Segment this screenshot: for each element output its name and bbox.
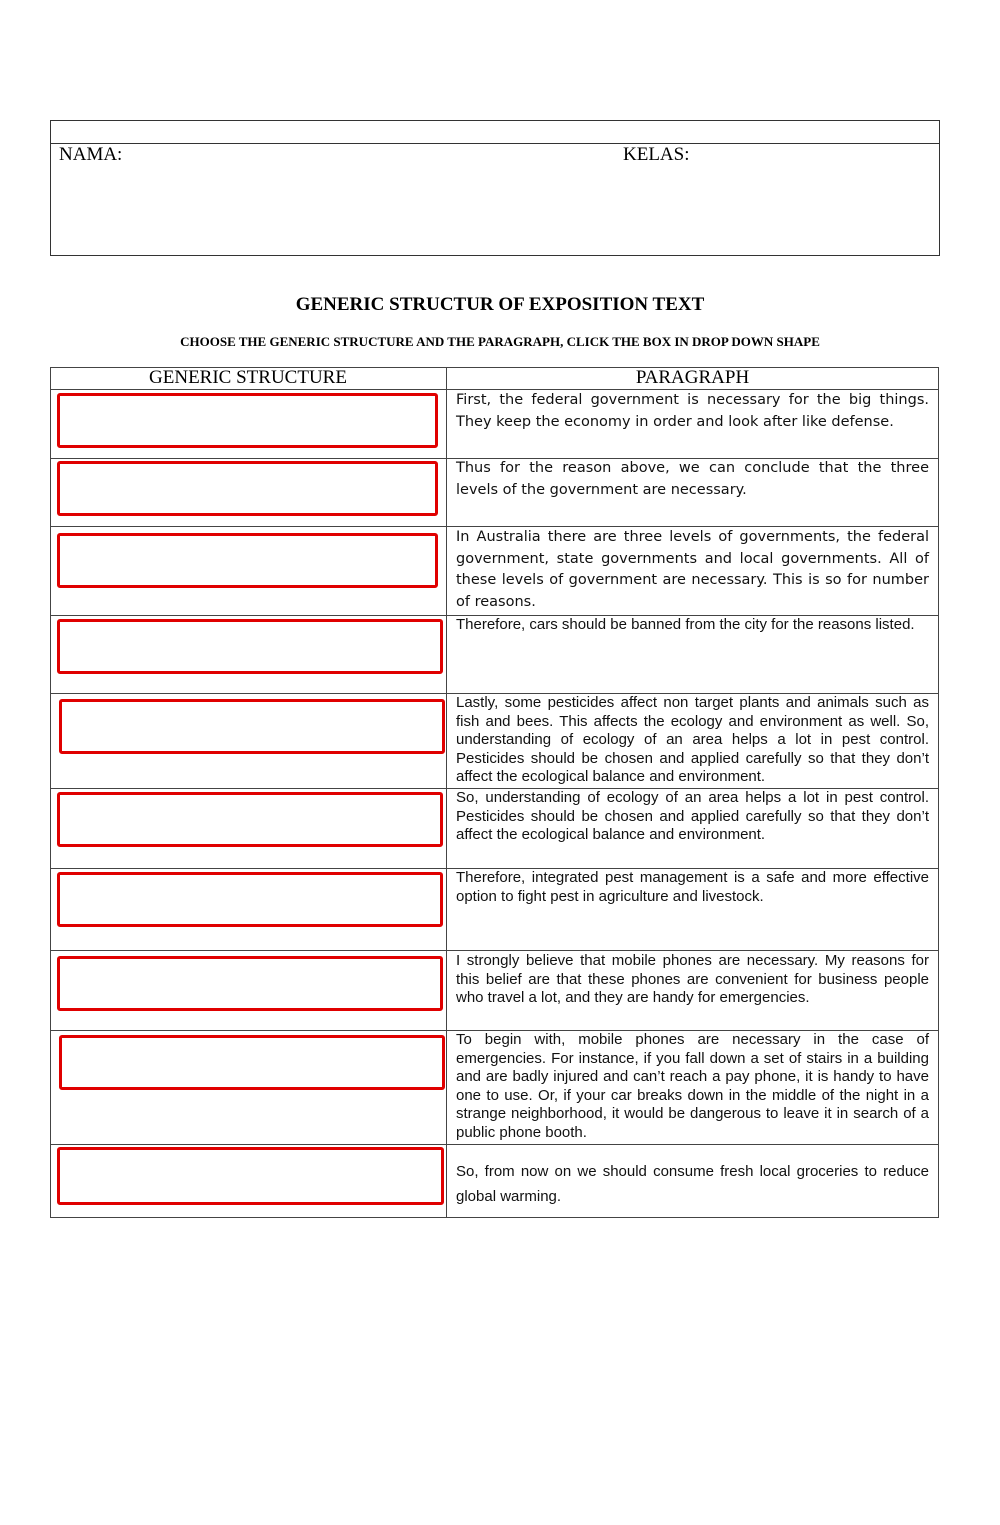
table-column-divider <box>446 367 447 1218</box>
structure-dropdown-10[interactable] <box>57 1147 444 1205</box>
name-label: NAMA: <box>59 144 123 165</box>
column-header-structure: GENERIC STRUCTURE <box>149 367 347 388</box>
row-divider <box>50 1144 939 1145</box>
info-box-top-strip <box>51 121 939 144</box>
worksheet-title: GENERIC STRUCTUR OF EXPOSITION TEXT <box>295 294 705 315</box>
structure-dropdown-8[interactable] <box>57 956 443 1011</box>
table-border-left <box>50 367 51 1218</box>
paragraph-text: Thus for the reason above, we can conclude that the three levels of the government are necessary. <box>456 460 929 498</box>
paragraph-text: Therefore, integrated pest management is a safe and more effective option to fight pest in agriculture and livestock. <box>456 869 929 905</box>
structure-dropdown-7[interactable] <box>57 872 443 927</box>
structure-dropdown-1[interactable] <box>57 393 438 448</box>
paragraph-text: Lastly, some pesticides affect non target plants and animals such as fish and bees. This affects the ecology and environment as well. So, understanding of ecology of an area helps a lot in pest control. Pesticides should be chosen and applied carefully so that they don’t affect the ecological balance and environment. <box>456 694 929 786</box>
paragraph-text: First, the federal government is necessary for the big things. They keep the economy in order and look after like defense. <box>456 392 929 430</box>
row-divider <box>50 950 939 951</box>
paragraph-text: I strongly believe that mobile phones are necessary. My reasons for this belief are that these phones are convenient for business people who travel a lot, and they are handy for emergencies. <box>456 952 929 1007</box>
table-border-right <box>938 367 939 1218</box>
paragraph-text: So, from now on we should consume fresh local groceries to reduce global warming. <box>456 1163 929 1205</box>
paragraph-text: To begin with, mobile phones are necessary in the case of emergencies. For instance, if you fall down a set of stairs in a building and are badly injured and can’t reach a pay phone, it is handy to have one to use. Or, if your car breaks down in the middle of the night in a strange neighborhood, it would be dangerous to leave it in search of a public phone booth. <box>456 1031 929 1141</box>
structure-dropdown-2[interactable] <box>57 461 438 516</box>
structure-dropdown-3[interactable] <box>57 533 438 588</box>
paragraph-text: In Australia there are three levels of governments, the federal government, state governments and local governments. All of these levels of government are necessary. This is so for number of reasons. <box>456 529 929 610</box>
structure-dropdown-6[interactable] <box>57 792 443 847</box>
structure-dropdown-9[interactable] <box>59 1035 445 1090</box>
structure-dropdown-4[interactable] <box>57 619 443 674</box>
column-header-paragraph: PARAGRAPH <box>635 367 750 388</box>
paragraph-text: So, understanding of ecology of an area helps a lot in pest control. Pesticides should be chosen and applied carefully so that they don’t affect the ecological balance and environment. <box>456 789 929 844</box>
table-border-bottom <box>50 1217 939 1218</box>
class-label: KELAS: <box>623 144 690 165</box>
structure-dropdown-5[interactable] <box>59 699 445 754</box>
student-info-box <box>50 120 940 256</box>
worksheet-instruction: CHOOSE THE GENERIC STRUCTURE AND THE PARAGRAPH, CLICK THE BOX IN DROP DOWN SHAPE <box>180 334 820 349</box>
paragraph-text: Therefore, cars should be banned from the city for the reasons listed. <box>456 616 915 633</box>
structure-table <box>50 367 939 1218</box>
